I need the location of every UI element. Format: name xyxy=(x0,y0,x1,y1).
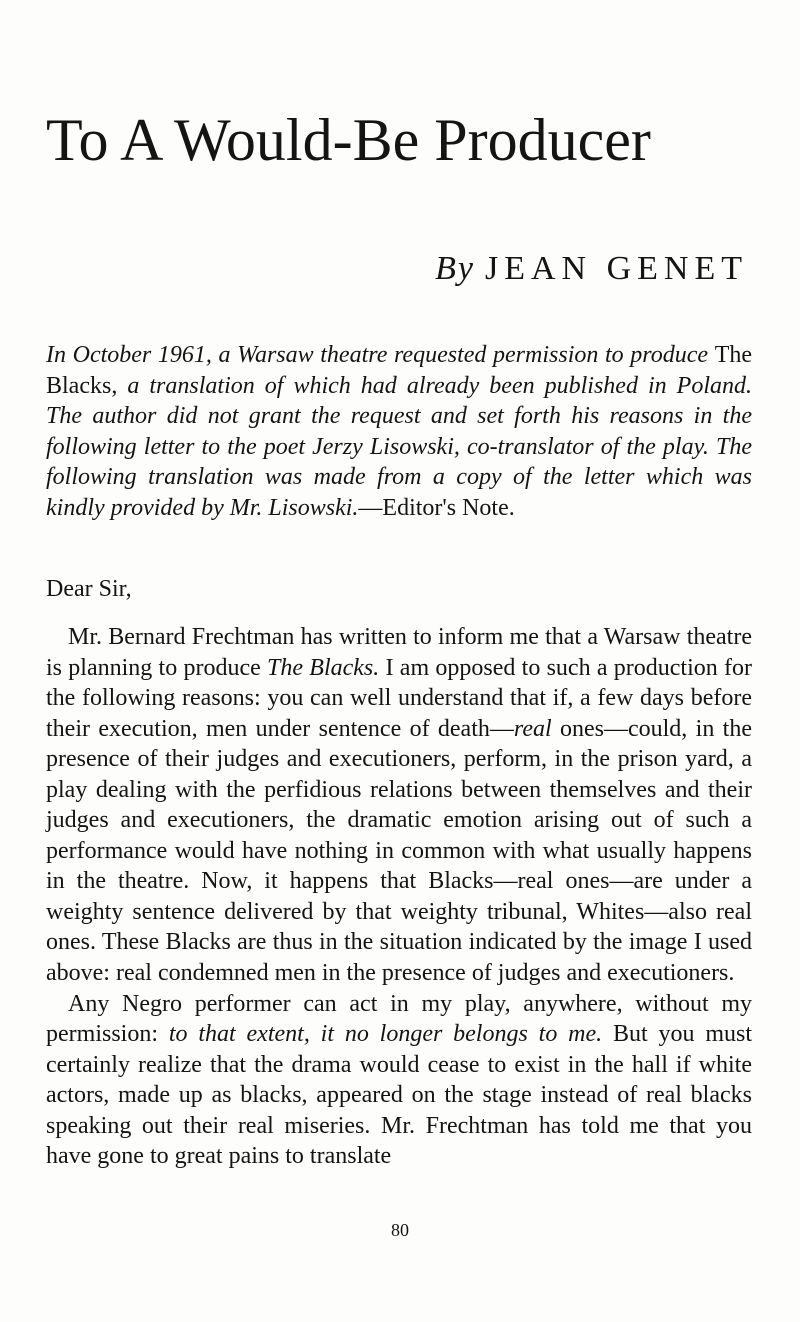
paragraph-text: ones—could, in the presence of their judges and executioners, perform, in the prison yard, a play dealing with the perfidious relations between themselves and their judges and executioners, the dramatic emotion arising out of such a performance would have nothing in common with what usually happens in the theatre. Now, it happens that Blacks—real ones—are under a weighty sentence delivered by that weighty tribunal, Whites—also real ones. These Blacks are thus in the situation indicated by the image I used above: real condemned men in the presence of judges and executioners. xyxy=(46,715,752,987)
emphasis: real xyxy=(513,715,552,742)
page-number: 80 xyxy=(391,1220,409,1240)
editor-note xyxy=(46,340,752,523)
paragraph xyxy=(46,622,752,989)
letter-body xyxy=(46,622,752,1172)
article-title: To A Would-Be Producer xyxy=(46,107,651,173)
paragraph-text: Mr. Bernard Frechtman has written to inform me that a Warsaw theatre is planning to produce xyxy=(46,624,752,681)
paragraph xyxy=(46,989,752,1172)
paragraph-text: I am opposed to such a production for the following reasons: you can well understand that if, a few days before their execution, men under sentence of death— xyxy=(46,654,752,742)
editor-note-text: In October 1961, a Warsaw theatre requested permission to produce xyxy=(46,342,715,368)
play-title: The Blacks, xyxy=(46,342,752,399)
byline-prefix: By xyxy=(435,250,475,287)
play-title: The Blacks. xyxy=(267,654,380,681)
author-name: JEAN GENET xyxy=(484,250,748,287)
paragraph-text: Any Negro performer can act in my play, anywhere, without my permission: xyxy=(46,990,752,1048)
editor-note-text: a translation of which had already been published in Poland. The author did not grant the request and set forth his reasons in the following letter to the poet Jerzy Lisowski, co-translator of the play. The following translation was made from a copy of the letter which was kindly provided by Mr. Lisowski. xyxy=(46,372,752,521)
letter-salutation: Dear Sir, xyxy=(46,576,132,602)
byline xyxy=(435,246,748,292)
paragraph-text: But you must certainly realize that the drama would cease to exist in the hall if white actors, made up as blacks, appeared on the stage instead of real blacks speaking out their real miseries. Mr. Frechtman has told me that you have gone to great pains to translate xyxy=(46,1021,752,1170)
editor-note-suffix: —Editor's Note. xyxy=(358,494,515,521)
emphasis: to that extent, it no longer belongs to me. xyxy=(168,1021,603,1048)
